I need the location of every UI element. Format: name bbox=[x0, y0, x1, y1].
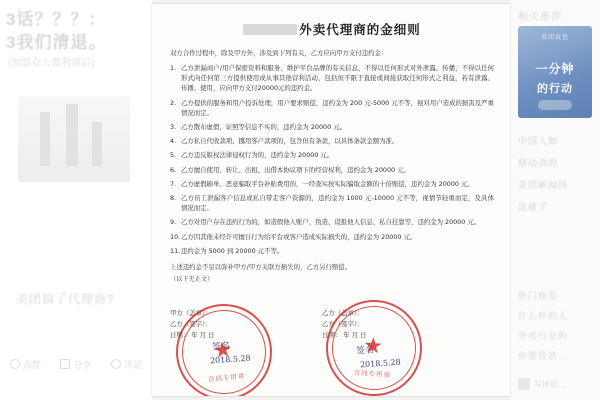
like-button[interactable] bbox=[10, 358, 41, 371]
list-item[interactable]: 外卖行业的 bbox=[518, 331, 569, 341]
left-caption: 美团搞了代理商? bbox=[16, 292, 115, 306]
handwritten-date: 2018.5.28 bbox=[209, 353, 251, 366]
left-thumbnail-image bbox=[18, 96, 130, 182]
clause-text: 乙方虚假刷单、恶意骗取平台补贴费用的，一经查实按实际骗取金额的十倍赔偿，违约金为 20000 元。 bbox=[181, 179, 474, 188]
clause-list bbox=[170, 63, 494, 256]
document-note: （以下无正文） bbox=[170, 276, 214, 284]
clause-number: 4. bbox=[170, 137, 177, 146]
seal-text: 合同专用章 bbox=[207, 372, 246, 384]
document-lead-paragraph: 双方合作过程中，除及甲方外，涉及到下列有关，乙方应向甲方支付违约金： bbox=[170, 49, 388, 57]
clause-number: 2. bbox=[170, 98, 177, 107]
document-title-row bbox=[170, 20, 494, 38]
clause-number: 11. bbox=[170, 246, 181, 255]
list-item bbox=[170, 179, 494, 189]
list-item bbox=[170, 232, 494, 242]
document-tail-paragraph: 上述违约金不足以弥补甲方/甲方关联方损失的，乙方另行赔偿。 bbox=[170, 263, 352, 272]
sidebar-recommend-list bbox=[518, 130, 596, 218]
handwritten-date: 2018.5.28 bbox=[359, 357, 401, 370]
clause-number: 7. bbox=[170, 179, 177, 188]
clause-number: 3. bbox=[170, 123, 177, 132]
left-action-bar bbox=[0, 352, 152, 376]
avatar bbox=[518, 378, 530, 390]
right-sidebar bbox=[509, 0, 600, 400]
left-headline-line1: 3话？？？： bbox=[6, 10, 107, 29]
handwritten-signature: 签名 bbox=[211, 341, 231, 353]
clause-text: 乙方散布虚假、证照等信息不实的，违约金为 20000 元。 bbox=[181, 123, 346, 132]
list-item[interactable]: 中国人如 bbox=[518, 136, 559, 146]
clause-number: 9. bbox=[170, 218, 177, 227]
signature-line: 日期： 年 月 日 bbox=[322, 331, 367, 339]
list-item[interactable]: 你要贷款… bbox=[518, 351, 569, 361]
list-item bbox=[170, 63, 494, 94]
clause-text: 乙方泄漏商户/用户保密资料和服务、维护平台品牌的有关信息，不得以任何形式对外泄露、传播，不得以任何形式向任何第三方提供使用或从事其他营利活动，包括但不限于直接或间接获取任何形式之利益，若有泄露、传播、使用，应向甲方支付20000元的违约金。 bbox=[181, 64, 494, 93]
share-label: 分享 bbox=[73, 359, 92, 370]
list-item bbox=[170, 98, 494, 118]
comment-icon bbox=[111, 359, 121, 369]
share-button[interactable] bbox=[60, 358, 91, 371]
clause-text: 乙方私自代收款项、挪用客户款项的，包含但有条款，以具体条款金额为准。 bbox=[181, 137, 399, 146]
list-item[interactable]: 热门推荐 bbox=[518, 291, 559, 301]
list-item[interactable]: 移动劲的 bbox=[518, 158, 559, 168]
comment-label: 评论 bbox=[124, 359, 143, 370]
list-item bbox=[170, 193, 494, 213]
comment-button[interactable] bbox=[111, 358, 142, 371]
list-item bbox=[170, 217, 494, 227]
clause-text: 乙方擅自使用、转让、出租、出借本协议项下的经营权利，违约金为 20000 元。 bbox=[181, 165, 410, 174]
signature-line: 乙方（盖章）： bbox=[322, 309, 364, 317]
comment-input-row[interactable] bbox=[518, 378, 596, 390]
promo-card[interactable] bbox=[518, 26, 592, 118]
signature-line: 乙方（签字）： bbox=[170, 320, 212, 328]
signature-line: 甲方（盖章）： bbox=[170, 309, 212, 317]
list-item bbox=[170, 150, 494, 160]
promo-card-top-label: 美团众包 bbox=[540, 35, 569, 41]
sidebar-title: 相关推荐 bbox=[518, 12, 562, 23]
promo-card-sub-label: 的行动 bbox=[537, 83, 573, 95]
left-subtext: (加盟众人都利用后) bbox=[8, 58, 95, 69]
comment-placeholder: 写评论… bbox=[534, 379, 566, 389]
promo-card-cta-badge[interactable] bbox=[538, 100, 572, 110]
clause-text: 乙方提供的服务和用户投诉处理，用户要求赔偿，违约金为 200 元-5000 元不等，视对用户造成的损害及严重情况而定。 bbox=[181, 98, 494, 117]
redaction-block bbox=[243, 24, 297, 35]
list-item[interactable]: 美团新闻回 bbox=[518, 180, 569, 190]
signature-line: 日期： 年 月 日 bbox=[170, 331, 215, 339]
promo-card-main-label: 一分钟 bbox=[535, 62, 575, 76]
clause-number: 1. bbox=[170, 64, 177, 72]
left-feed-panel bbox=[0, 0, 152, 400]
seal-text: 合同专用章 bbox=[353, 369, 392, 380]
signature-area bbox=[170, 308, 494, 382]
handwritten-signature: 签名 bbox=[355, 345, 375, 357]
list-item bbox=[170, 246, 494, 256]
left-headline-line2: 3我们清退。 bbox=[6, 33, 107, 52]
sidebar-secondary-list bbox=[518, 286, 596, 366]
clause-text: 乙方员工泄漏客户信息或私自带走客户资源的，违约金为 1000 元-10000 元不等，视情节轻重而定，及具体情况而定。 bbox=[181, 194, 494, 213]
clause-text: 乙方因其他未经许可擅自行为给平台或客户造成实际损失的，违约金为 20000 元。 bbox=[181, 232, 417, 241]
list-item bbox=[170, 136, 494, 146]
page-title: 外卖代理商的金细则 bbox=[299, 22, 421, 37]
list-item bbox=[170, 165, 494, 175]
signature-line: 乙方（签字）： bbox=[322, 320, 364, 328]
clause-number: 8. bbox=[170, 194, 177, 203]
list-item[interactable]: 这就了 bbox=[518, 202, 549, 212]
like-label: 点赞 bbox=[22, 359, 41, 370]
left-headline bbox=[6, 8, 152, 54]
clause-number: 5. bbox=[170, 151, 177, 160]
clause-number: 6. bbox=[170, 165, 177, 174]
heart-icon bbox=[10, 359, 20, 369]
scanned-contract-document bbox=[152, 4, 510, 396]
share-icon bbox=[60, 359, 70, 369]
list-item bbox=[170, 122, 494, 132]
clause-text: 乙方违反版权法律侵权行为的，违约金为 20000 元。 bbox=[181, 151, 334, 160]
list-item[interactable]: 什么样的人 bbox=[518, 311, 569, 321]
clause-number: 10. bbox=[170, 232, 181, 241]
clause-text: 违约金为 5000 到 20000 元不等。 bbox=[181, 246, 284, 255]
clause-text: 乙方对用户存在违约行为的，如造假他人账户、伪造、谎报他人信息、私自挂靠等，违约金为 20000 元。 bbox=[181, 218, 481, 227]
